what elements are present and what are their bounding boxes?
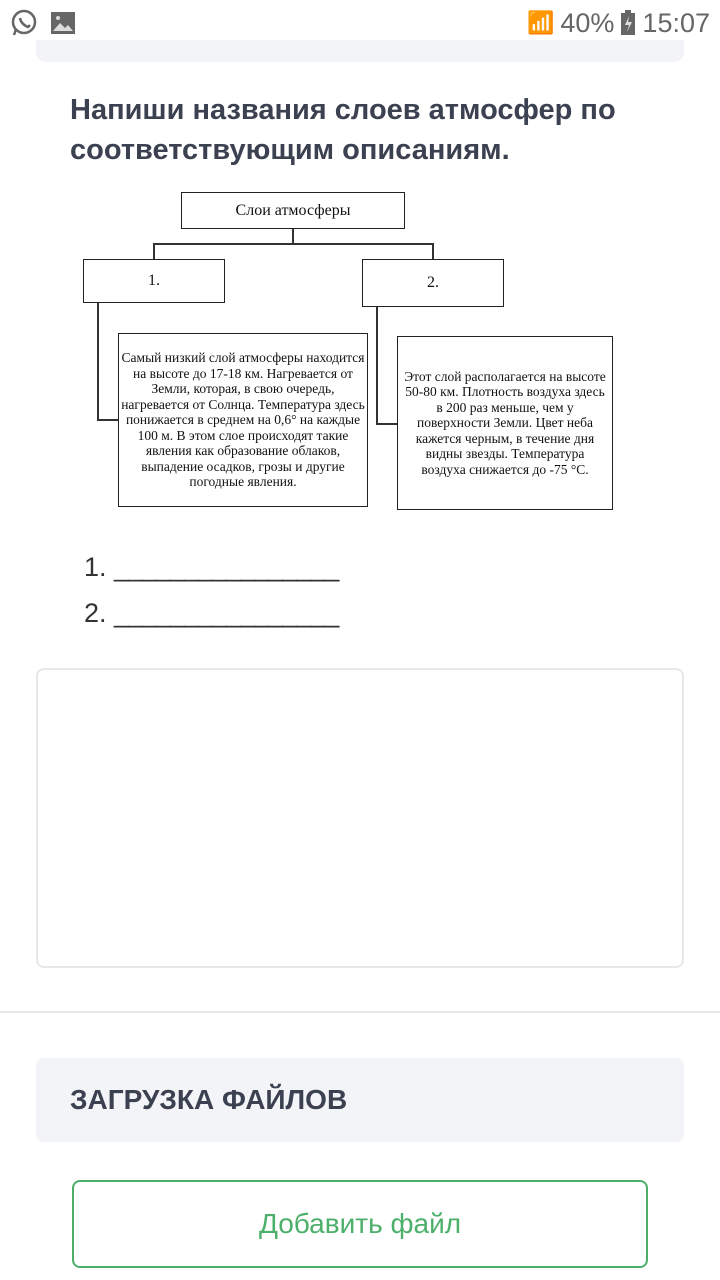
file-upload-header: ЗАГРУЗКА ФАЙЛОВ [36, 1058, 684, 1142]
diagram-box-2: 2. [362, 259, 504, 307]
diagram-description-1: Самый низкий слой атмосферы находится на высоте до 17-18 км. Нагревается от Земли, которая, в свою очередь, нагревается от Солнца. Температура здесь понижается в среднем на 0,6° на каждые 100 м. В этом слое происходят такие явления как образование облаков, выпадение осадков, грозы и другие погодные явления. [118, 333, 368, 507]
answer-item: 2. ________________ [84, 598, 339, 628]
diagram-box-1: 1. [83, 259, 225, 303]
battery-charging-icon [620, 10, 636, 36]
diagram-description-2: Этот слой располагается на высоте 50-80 км. Плотность воздуха здесь в 200 раз меньше, чем у поверхности Земли. Цвет неба кажется черным, в течение дня видны звезды. Температура воздуха снижается до -75 °С. [397, 336, 613, 510]
atmosphere-diagram [80, 190, 620, 515]
answer-list [84, 544, 338, 636]
question-title: Напиши названия слоев атмосфер по соответствующим описаниям. [70, 94, 616, 166]
answer-textarea[interactable] [36, 668, 684, 968]
add-file-button[interactable]: Добавить файл [72, 1180, 648, 1268]
whatsapp-icon [10, 9, 38, 37]
battery-percent: 40% [560, 7, 615, 38]
answer-item: 1. ________________ [84, 552, 339, 582]
divider [0, 1011, 720, 1013]
image-icon [50, 11, 76, 35]
wifi-icon: 📶 [526, 10, 555, 35]
clock: 15:07 [642, 7, 710, 38]
diagram-root: Слои атмосферы [181, 192, 405, 229]
previous-card [36, 40, 684, 62]
